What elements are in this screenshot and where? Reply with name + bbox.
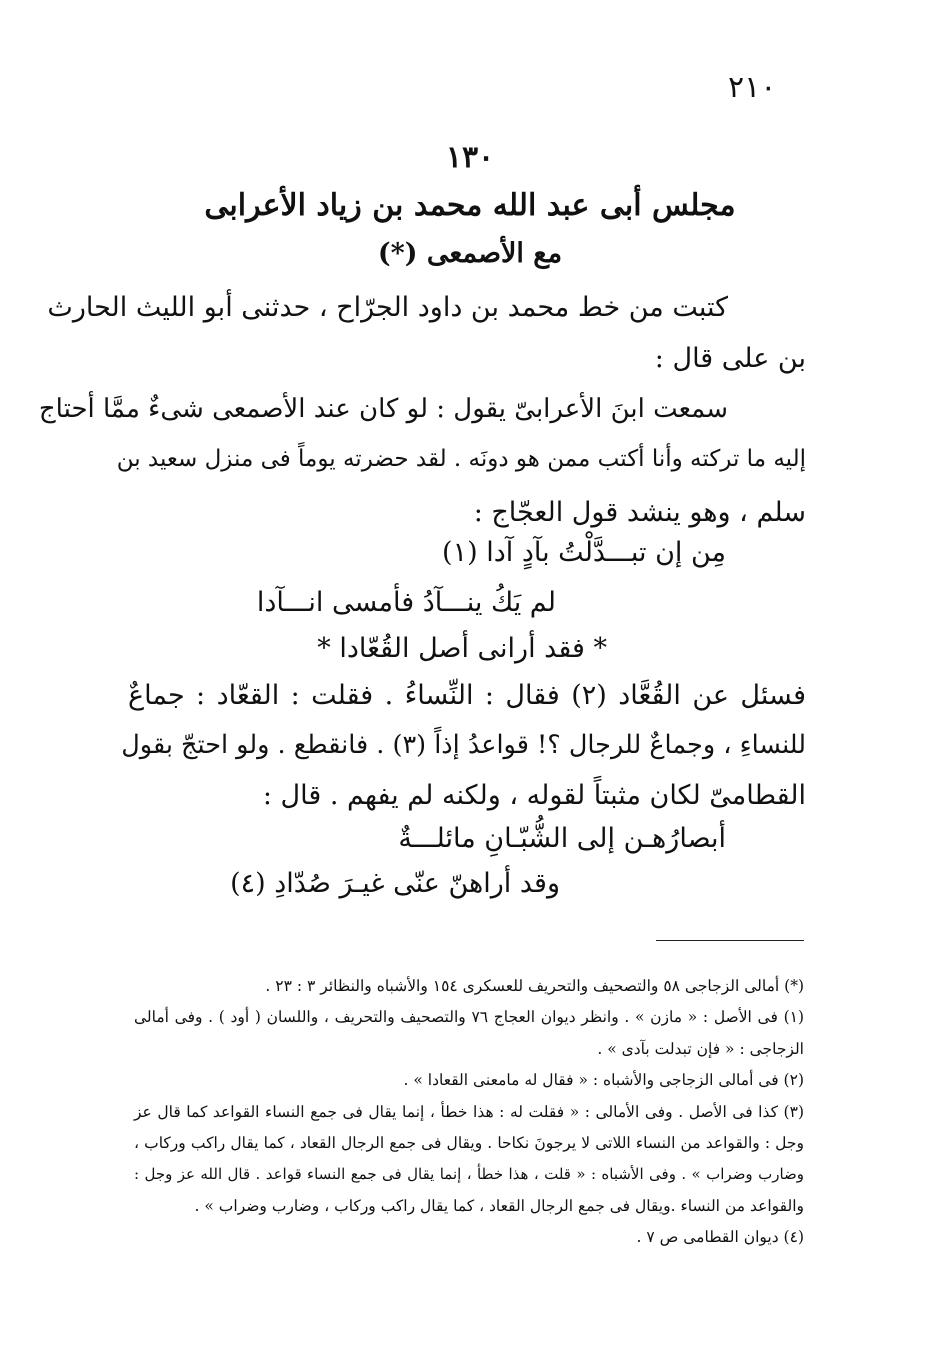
body-line: إليه ما تركته وأنا أكتب ممن هو دونَه . لقد حضرته يوماً فى منزل سعيد بن	[116, 446, 806, 472]
body-line: كتبت من خط محمد بن داود الجرّاح ، حدثنى أبو الليث الحارث	[47, 292, 728, 323]
body-line: للنساءِ ، وجماعٌ للرجال ؟! قواعدُ إذاً (٣) . فانقطع . ولو احتجّ بقول	[121, 730, 806, 760]
footnote-separator	[656, 940, 804, 941]
body-line: بن على قال :	[654, 343, 806, 374]
verse-line: * فقد أرانى أصل القُعّادا *	[317, 633, 607, 664]
footnote: (٤) ديوان القطامى ص ٧ .	[636, 1228, 804, 1246]
page-number: ٢١٠	[728, 70, 777, 105]
footnote: وجل : والقواعد من النساء اللاتى لا يرجونَ نكاحا . ويقال فى جمع الرجال القعاد ، كما يقال راكب وركاب ،	[134, 1134, 804, 1152]
footnote: (٢) فى أمالى الزجاجى والأشباه : « فقال له مامعنى القعادا » .	[403, 1071, 804, 1089]
verse-line: مِن إن تبـــدَّلْتُ بآدٍ آدا (١)	[442, 537, 726, 568]
body-line: سلم ، وهو ينشد قول العجّاج :	[473, 497, 806, 528]
footnote: الزجاجى : « فإن تبدلت بآدى » .	[597, 1040, 804, 1058]
verse-line: وقد أراهنّ عنّى غيـرَ صُدّادِ (٤)	[230, 868, 560, 899]
footnote: (٣) كذا فى الأصل . وفى الأمالى : « فقلت له : هذا خطأ ، إنما يقال فى جمع النساء القواعد كما قال عز	[134, 1103, 804, 1121]
body-line: سمعت ابنَ الأعرابىّ يقول : لو كان عند الأصمعى شىءٌ ممَّا أحتاج	[38, 394, 728, 424]
body-line: القطامىّ لكان مثبتاً لقوله ، ولكنه لم يفهم . قال :	[262, 780, 806, 811]
verse-line: لم يَكُ ينـــآدُ فأمسى انـــآدا	[256, 587, 556, 618]
verse-line: أبصارُهـن إلى الشُّبّـانِ مائلـــةٌ	[398, 823, 726, 854]
section-number: ١٣٠	[445, 140, 495, 175]
footnote: (١) فى الأصل : « مازن » . وانظر ديوان العجاج ٧٦ والتصحيف والتحريف ، واللسان ( أود ) . وفى أمالى	[134, 1008, 805, 1026]
footnote: والقواعد من النساء .ويقال فى جمع الرجال القعاد ، كما يقال راكب وركاب ، وضارب وضراب » .	[194, 1197, 804, 1215]
body-line: فسئل عن القُعَّاد (٢) فقال : النِّساءُ . فقلت : القعّاد : جماعٌ	[128, 680, 806, 711]
footnote: وضارب وضراب » . وفى الأشباه : « قلت ، هذا خطأ ، إنما يقال فى جمع النساء قواعد . قال الله عز وجل :	[134, 1165, 804, 1183]
chapter-subtitle: مع الأصمعى (*)	[377, 238, 563, 269]
chapter-title: مجلس أبى عبد الله محمد بن زياد الأعرابى	[204, 188, 736, 223]
footnote: (*) أمالى الزجاجى ٥٨ والتصحيف والتحريف للعسكرى ١٥٤ والأشباه والنظائر ٣ : ٢٣ .	[265, 977, 804, 995]
